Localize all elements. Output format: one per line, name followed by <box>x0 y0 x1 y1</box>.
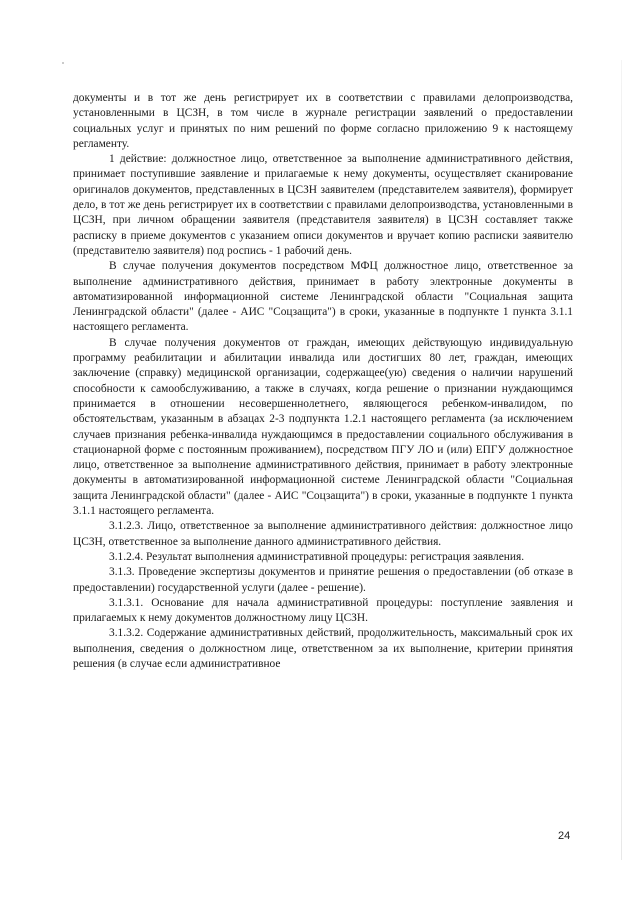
paragraph: 3.1.2.4. Результат выполнения административной процедуры: регистрация заявления. <box>109 550 525 563</box>
body-text <box>73 91 573 672</box>
scan-speck <box>62 62 64 64</box>
paragraph: 3.1.3. Проведение экспертизы документов и принятие решения о предоставлении (об отказе в предоставлении) государственной услуги (далее - решение). <box>73 566 573 594</box>
paragraph: 1 действие: должностное лицо, ответственное за выполнение административного действия, принимает поступившие заявление и прилагаемые к нему документы, осуществляет сканирование оригиналов документов, представленных в ЦСЗН заявителем (представителем заявителя), формирует дело, в тот же день регистрирует их в соответствии с правилами делопроизводства, установленными в ЦСЗН, при личном обращении заявителя (представителя заявителя) в ЦСЗН составляет также расписку в приеме документов с указанием описи документов и вручает копию расписки заявителю (представителю заявителя) под роспись - 1 рабочий день. <box>73 153 573 257</box>
page-number: 24 <box>558 830 571 842</box>
scan-edge-shadow <box>621 60 622 860</box>
paragraph: 3.1.3.1. Основание для начала административной процедуры: поступление заявления и прилагаемых к нему документов должностному лицу ЦСЗН. <box>73 596 573 625</box>
paragraph: В случае получения документов посредством МФЦ должностное лицо, ответственное за выполнение административного действия, принимает в работу электронные документы в автоматизированной информационной системе Ленинградской области "Социальная защита Ленинградской области" (далее - АИС "Соцзащита") в сроки, указанные в подпункте 1 пункта 3.1.1 настоящего регламента. <box>73 260 573 334</box>
paragraph: В случае получения документов от граждан, имеющих действующую индивидуальную программу реабилитации и абилитации инвалида или достигших 80 лет, граждан, имеющих заключение (справку) медицинской организации, содержащее(ую) сведения о наличии нарушений способности к самообслуживанию, а также в случаях, когда решение о признании нуждающимся принимается в отношении несовершеннолетнего, являющегося ребенком-инвалидом, по обстоятельствам, указанным в абзацах 2-3 подпункта 1.2.1 настоящего регламента (за исключением случаев признания ребенка-инвалида нуждающимся в предоставлении социального обслуживания в стационарной форме с постоянным проживанием), посредством ПГУ ЛО и (или) ЕПГУ должностное лицо, ответственное за выполнение административного действия, принимает в работу электронные документы в автоматизированной информационной системе Ленинградской области "Социальная защита Ленинградской области" (далее - АИС "Соцзащита") в сроки, указанные в подпункте 1 пункта 3.1.1 настоящего регламента. <box>73 336 573 518</box>
paragraph: документы и в тот же день регистрирует их в соответствии с правилами делопроизводства, установленными в ЦСЗН, в том числе в журнале регистрации заявлений о предоставлении социальных услуг и принятых по ним решений по форме согласно приложению 9 к настоящему регламенту. <box>73 92 573 150</box>
paragraph: 3.1.2.3. Лицо, ответственное за выполнение административного действия: должностное лицо ЦСЗН, ответственное за выполнение данного административного действия. <box>73 520 573 548</box>
paragraph: 3.1.3.2. Содержание административных действий, продолжительность, максимальный срок их выполнения, сведения о должностном лице, ответственном за их выполнение, критерии принятия решения (в случае если административное <box>73 627 573 670</box>
